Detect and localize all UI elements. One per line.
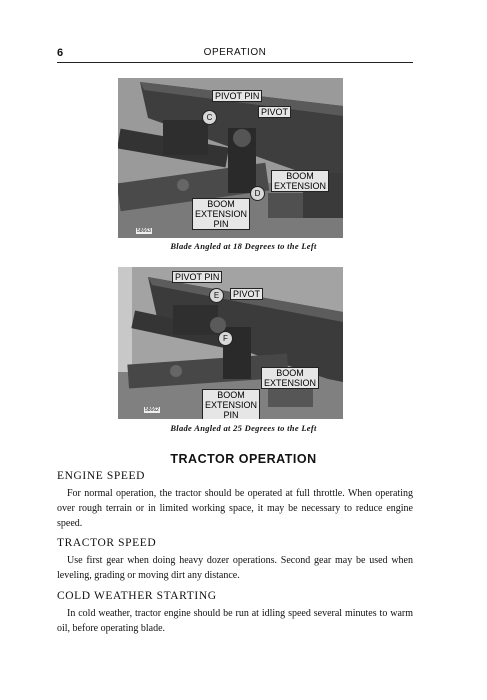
- header-rule: [57, 62, 413, 63]
- fig2-marker-f: F: [218, 331, 233, 346]
- fig1-marker-c: C: [202, 110, 217, 125]
- fig1-negative-number: 58663: [137, 228, 151, 234]
- fig1-marker-d: D: [250, 186, 265, 201]
- fig1-boom-extension-label: BOOM EXTENSION: [271, 170, 329, 192]
- subhead-tractor-speed: TRACTOR SPEED: [57, 537, 157, 549]
- subhead-engine-speed: ENGINE SPEED: [57, 470, 146, 482]
- page-header: [57, 46, 413, 60]
- para-tractor-speed: Use first gear when doing heavy dozer operations. Second gear may be used when leveling, grading or moving dirt any distance.: [57, 555, 413, 581]
- figure-1-caption: Blade Angled at 18 Degrees to the Left: [170, 241, 317, 251]
- section-title: TRACTOR OPERATION: [170, 452, 317, 466]
- fig1-pivot-pin-label: PIVOT PIN: [212, 90, 262, 102]
- fig2-marker-e: E: [209, 288, 224, 303]
- fig2-pivot-pin-label: PIVOT PIN: [172, 271, 222, 283]
- figure-2-photo: [118, 267, 343, 419]
- running-head: OPERATION: [203, 47, 267, 58]
- fig1-boom-extension-pin-label: BOOM EXTENSION PIN: [192, 198, 250, 230]
- para-cold-weather-starting: In cold weather, tractor engine should be run at idling speed several minutes to warm oil, before operating blade.: [57, 608, 413, 634]
- subhead-cold-weather-starting: COLD WEATHER STARTING: [57, 590, 217, 602]
- fig1-pivot-label: PIVOT: [258, 106, 291, 118]
- page-number: 6: [57, 47, 64, 59]
- fig2-boom-extension-label: BOOM EXTENSION: [261, 367, 319, 389]
- fig2-boom-extension-pin-label: BOOM EXTENSION PIN: [202, 389, 260, 419]
- para-engine-speed: For normal operation, the tractor should be operated at full throttle. When operating over rough terrain or in limited working space, it may be necessary to reduce engine speed.: [57, 488, 413, 529]
- figure-2-caption: Blade Angled at 25 Degrees to the Left: [170, 423, 317, 433]
- figure-1-photo: [118, 78, 343, 238]
- fig2-negative-number: 58662: [145, 407, 159, 413]
- fig2-pivot-label: PIVOT: [230, 288, 263, 300]
